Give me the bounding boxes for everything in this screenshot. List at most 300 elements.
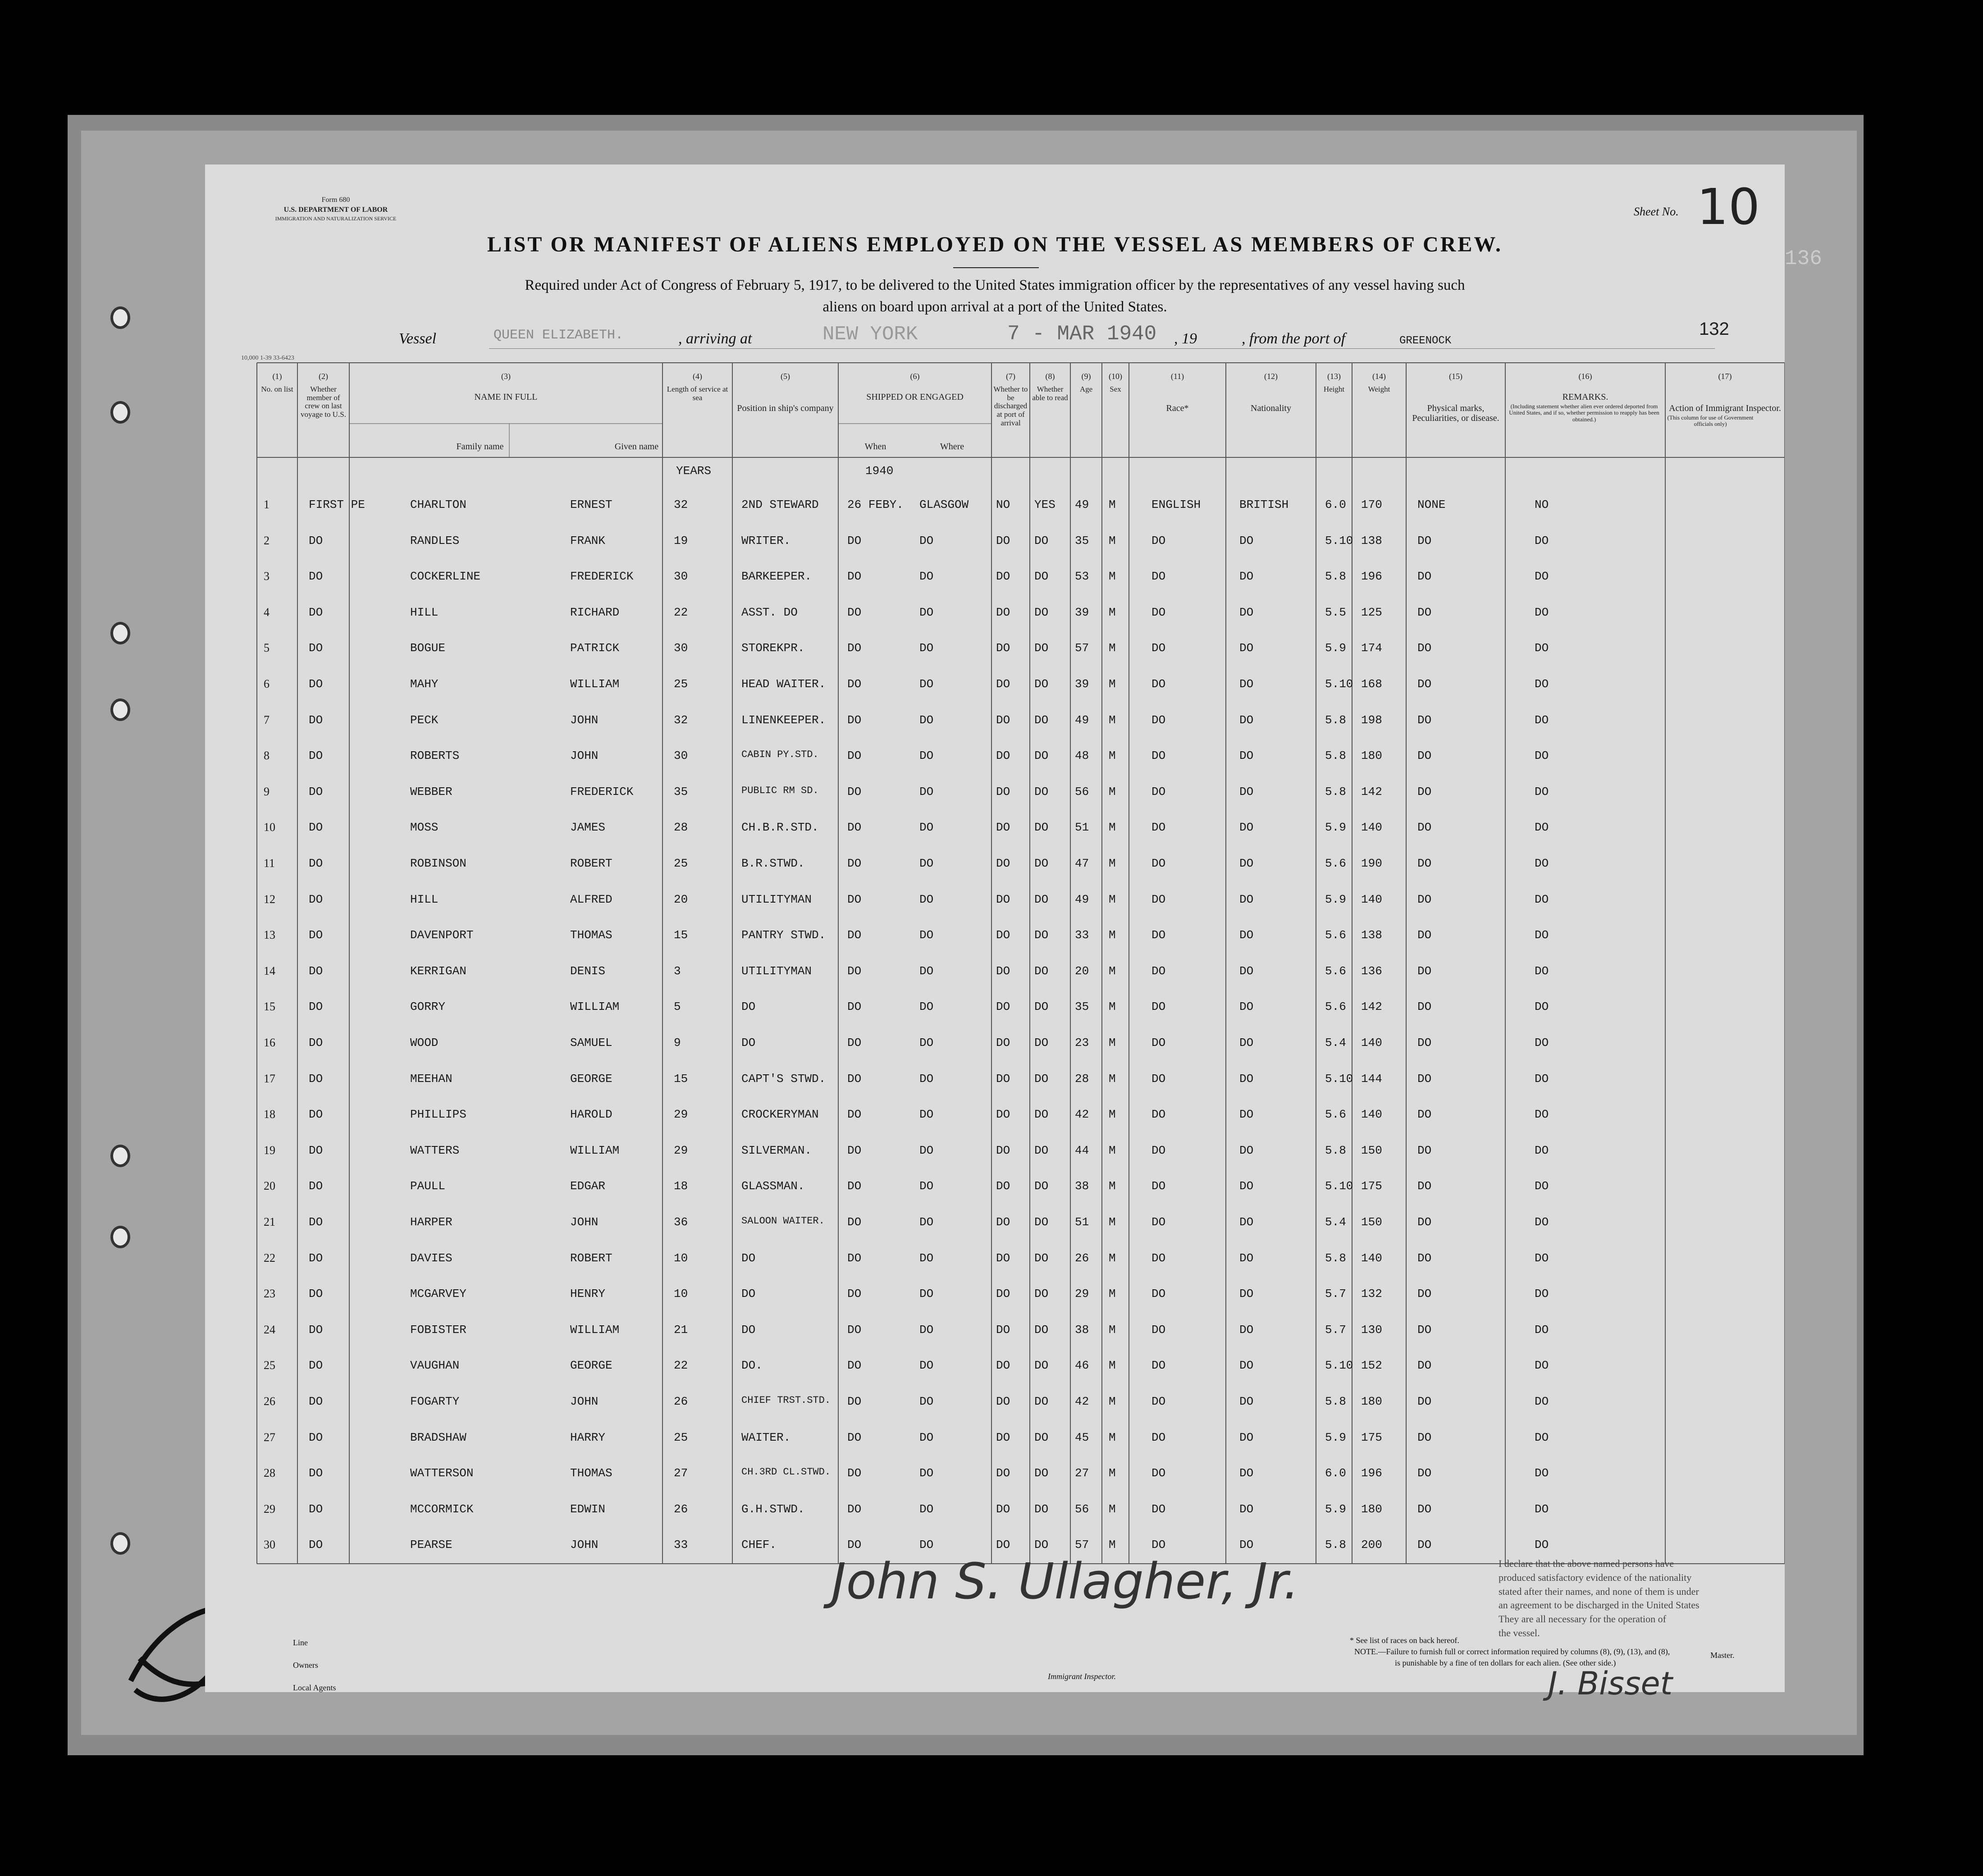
cell-family: MCGARVEY	[410, 1287, 466, 1301]
cell-service: 25	[674, 677, 688, 691]
cell-marks: DO	[1417, 713, 1432, 727]
cell-no: 6	[264, 677, 270, 690]
cell-nat: DO	[1239, 964, 1254, 978]
table-row	[205, 776, 1785, 803]
cell-no: 15	[264, 1000, 275, 1013]
cell-no: 9	[264, 785, 270, 798]
cell-family: FOBISTER	[410, 1323, 466, 1337]
cell-height: 5.10	[1325, 677, 1353, 691]
cell-prev: DO	[309, 892, 323, 906]
cell-no: 13	[264, 928, 275, 942]
cell-where: DO	[919, 1466, 934, 1480]
cell-no: 26	[264, 1395, 275, 1408]
table-row	[205, 848, 1785, 875]
column-number: (14)	[1372, 372, 1386, 381]
cell-where: DO	[919, 1108, 934, 1122]
cell-disch: DO	[996, 749, 1010, 763]
cell-height: 5.10	[1325, 1359, 1353, 1373]
cell-position: CAPT'S STWD.	[741, 1072, 826, 1086]
cell-family: BOGUE	[410, 641, 446, 655]
column-header: Physical marks, Peculiarities, or disease.	[1412, 403, 1499, 423]
cell-where: DO	[919, 713, 934, 727]
cell-race: DO	[1151, 534, 1166, 548]
column-number: (5)	[781, 372, 790, 381]
cell-weight: 150	[1361, 1143, 1382, 1157]
cell-service: 26	[674, 1502, 688, 1516]
cell-prev: DO	[309, 534, 323, 548]
cell-family: HILL	[410, 605, 439, 619]
cell-height: 5.8	[1325, 785, 1346, 799]
cell-remarks: DO	[1535, 1502, 1549, 1516]
cell-family: WOOD	[410, 1036, 439, 1050]
cell-read: DO	[1034, 821, 1049, 835]
cell-no: 14	[264, 964, 275, 977]
cell-remarks: NO	[1535, 498, 1549, 511]
cell-position: DO.	[741, 1359, 763, 1373]
table-row	[205, 884, 1785, 911]
cert-line: an agreement to be discharged in the United States	[1499, 1599, 1700, 1611]
cell-family: MOSS	[410, 821, 439, 835]
cell-sex: M	[1109, 1502, 1116, 1516]
cell-position: UTILITYMAN	[741, 964, 812, 978]
cell-age: 53	[1075, 570, 1089, 584]
cell-service: 21	[674, 1323, 688, 1337]
cell-race: DO	[1151, 1072, 1166, 1086]
cell-nat: DO	[1239, 857, 1254, 870]
cell-no: 22	[264, 1251, 275, 1264]
cell-nat: DO	[1239, 1466, 1254, 1480]
cell-disch: DO	[996, 1072, 1010, 1086]
cell-disch: DO	[996, 1036, 1010, 1050]
cell-age: 48	[1075, 749, 1089, 763]
cell-family: HARPER	[410, 1215, 452, 1229]
cell-remarks: DO	[1535, 1287, 1549, 1301]
cell-service: 32	[674, 498, 688, 511]
cell-marks: DO	[1417, 1287, 1432, 1301]
cell-family: MAHY	[410, 677, 439, 691]
cell-where: DO	[919, 1359, 934, 1373]
sheet-label: Sheet No.	[1634, 205, 1679, 218]
cell-where: DO	[919, 1287, 934, 1301]
table-row	[205, 1350, 1785, 1377]
cell-height: 5.4	[1325, 1036, 1346, 1050]
cell-prev: DO	[309, 1143, 323, 1157]
cell-sex: M	[1109, 570, 1116, 584]
cell-given: FRANK	[570, 534, 606, 548]
cell-no: 11	[264, 857, 275, 870]
cell-weight: 180	[1361, 1502, 1382, 1516]
column-header: Whether member of crew on last voyage to U.S.	[300, 385, 347, 419]
cell-prev: DO	[309, 1430, 323, 1444]
cell-read: DO	[1034, 1359, 1049, 1373]
cell-position: UTILITYMAN	[741, 892, 812, 906]
cell-sex: M	[1109, 1215, 1116, 1229]
cell-age: 44	[1075, 1143, 1089, 1157]
cell-race: DO	[1151, 1251, 1166, 1265]
cell-race: DO	[1151, 713, 1166, 727]
cell-weight: 180	[1361, 749, 1382, 763]
cell-prev: DO	[309, 570, 323, 584]
cell-family: DAVIES	[410, 1251, 452, 1265]
cell-remarks: DO	[1535, 857, 1549, 870]
cell-read: YES	[1034, 498, 1055, 511]
cell-disch: DO	[996, 641, 1010, 655]
cell-disch: DO	[996, 677, 1010, 691]
cell-when: DO	[847, 1179, 862, 1193]
subtitle-line-2: aliens on board upon arrival at a port of the United States.	[822, 299, 1167, 315]
cell-position: PANTRY STWD.	[741, 928, 826, 942]
table-row	[205, 991, 1785, 1018]
cell-when: 26 FEBY.	[847, 498, 904, 511]
cell-race: DO	[1151, 928, 1166, 942]
binder-hole	[110, 698, 130, 721]
cell-when: DO	[847, 1466, 862, 1480]
cell-nat: DO	[1239, 1359, 1254, 1373]
cell-no: 23	[264, 1287, 275, 1301]
column-number: (17)	[1718, 372, 1732, 381]
cert-line: stated after their names, and none of them is under	[1499, 1585, 1699, 1597]
cell-sex: M	[1109, 928, 1116, 942]
cell-weight: 196	[1361, 570, 1382, 584]
cell-when: DO	[847, 964, 862, 978]
given-name-header: Given name	[614, 442, 659, 452]
cell-remarks: DO	[1535, 785, 1549, 799]
cell-age: 51	[1075, 821, 1089, 835]
cell-sex: M	[1109, 498, 1116, 511]
cell-sex: M	[1109, 892, 1116, 906]
cell-sex: M	[1109, 1359, 1116, 1373]
cell-weight: 138	[1361, 928, 1382, 942]
cell-family: WEBBER	[410, 785, 452, 799]
page-title: LIST OR MANIFEST OF ALIENS EMPLOYED ON THE VESSEL AS MEMBERS OF CREW.	[487, 233, 1503, 256]
cell-race: DO	[1151, 1466, 1166, 1480]
column-number: (7)	[1006, 372, 1015, 381]
cell-prev: DO	[309, 641, 323, 655]
cell-when: DO	[847, 1143, 862, 1157]
cell-where: DO	[919, 1502, 934, 1516]
year-1940: 1940	[865, 464, 894, 478]
cell-family: VAUGHAN	[410, 1359, 460, 1373]
cell-marks: DO	[1417, 1143, 1432, 1157]
cell-marks: DO	[1417, 1000, 1432, 1014]
cell-marks: DO	[1417, 1538, 1432, 1552]
cell-marks: DO	[1417, 928, 1432, 942]
cell-marks: DO	[1417, 1359, 1432, 1373]
cell-given: JOHN	[570, 713, 599, 727]
cell-age: 29	[1075, 1287, 1089, 1301]
cell-where: DO	[919, 785, 934, 799]
cell-age: 56	[1075, 785, 1089, 799]
cert-line: They are all necessary for the operation of	[1499, 1613, 1666, 1625]
cell-when: DO	[847, 1251, 862, 1265]
cell-no: 18	[264, 1108, 275, 1121]
cell-nat: DO	[1239, 1072, 1254, 1086]
cell-sex: M	[1109, 1179, 1116, 1193]
cell-sex: M	[1109, 1466, 1116, 1480]
binder-hole	[110, 306, 130, 329]
cell-where: DO	[919, 1323, 934, 1337]
cell-where: DO	[919, 892, 934, 906]
cell-position: STOREKPR.	[741, 641, 805, 655]
table-row	[205, 812, 1785, 839]
cell-height: 5.8	[1325, 713, 1346, 727]
cell-sex: M	[1109, 749, 1116, 763]
cell-position: SILVERMAN.	[741, 1143, 812, 1157]
cell-no: 30	[264, 1538, 275, 1552]
cell-prev: DO	[309, 713, 323, 727]
binder-hole	[110, 1226, 130, 1248]
cell-nat: DO	[1239, 1215, 1254, 1229]
cell-disch: DO	[996, 821, 1010, 835]
note-line-1: NOTE.—Failure to furnish full or correct information required by columns (8), (9), (13), and (8),	[1354, 1647, 1670, 1656]
cell-given: ROBERT	[570, 1251, 612, 1265]
cell-read: DO	[1034, 892, 1049, 906]
cert-line: I declare that the above named persons have	[1499, 1558, 1674, 1569]
cell-no: 20	[264, 1179, 275, 1193]
cell-weight: 200	[1361, 1538, 1382, 1552]
cell-height: 5.6	[1325, 1000, 1346, 1014]
cell-height: 5.7	[1325, 1323, 1346, 1337]
cell-nat: DO	[1239, 928, 1254, 942]
cell-where: DO	[919, 964, 934, 978]
cell-family: MCCORMICK	[410, 1502, 474, 1516]
cell-where: DO	[919, 1251, 934, 1265]
cell-service: 32	[674, 713, 688, 727]
cell-given: WILLIAM	[570, 677, 620, 691]
cell-height: 5.9	[1325, 821, 1346, 835]
cell-height: 5.9	[1325, 892, 1346, 906]
cell-remarks: DO	[1535, 1430, 1549, 1444]
cell-age: 38	[1075, 1179, 1089, 1193]
column-header: Length of service at sea	[667, 385, 728, 402]
cell-position: DO	[741, 1036, 756, 1050]
cell-sex: M	[1109, 641, 1116, 655]
column-header: Nationality	[1251, 403, 1291, 413]
cell-no: 24	[264, 1323, 275, 1336]
cell-height: 5.8	[1325, 749, 1346, 763]
binder-hole	[110, 401, 130, 424]
cell-when: DO	[847, 892, 862, 906]
footer-owners: Owners	[293, 1661, 318, 1670]
cell-marks: DO	[1417, 821, 1432, 835]
table-row	[205, 489, 1785, 516]
cell-family: DAVENPORT	[410, 928, 474, 942]
table-row	[205, 1457, 1785, 1484]
table-row	[205, 561, 1785, 588]
cell-nat: DO	[1239, 1323, 1254, 1337]
cell-service: 35	[674, 785, 688, 799]
cell-position: PUBLIC RM SD.	[741, 785, 819, 796]
cell-nat: DO	[1239, 1430, 1254, 1444]
cell-given: ERNEST	[570, 498, 612, 511]
table-row	[205, 1314, 1785, 1341]
cell-when: DO	[847, 1072, 862, 1086]
cell-where: GLASGOW	[919, 498, 969, 511]
cell-read: DO	[1034, 534, 1049, 548]
footer-line: Line	[293, 1638, 308, 1647]
cell-given: ROBERT	[570, 857, 612, 870]
cell-where: DO	[919, 1430, 934, 1444]
cell-race: DO	[1151, 892, 1166, 906]
cell-when: DO	[847, 749, 862, 763]
cell-when: DO	[847, 857, 862, 870]
races-note: * See list of races on back hereof.	[1350, 1636, 1459, 1645]
inspector-signature: John S. Ullagher, Jr.	[832, 1552, 1299, 1610]
cell-sex: M	[1109, 1395, 1116, 1408]
cell-age: 45	[1075, 1430, 1089, 1444]
cert-line: the vessel.	[1499, 1627, 1540, 1639]
cell-weight: 142	[1361, 785, 1382, 799]
cell-service: 22	[674, 1359, 688, 1373]
cell-marks: DO	[1417, 1430, 1432, 1444]
cell-service: 22	[674, 605, 688, 619]
cell-remarks: DO	[1535, 677, 1549, 691]
cell-read: DO	[1034, 1179, 1049, 1193]
cell-disch: DO	[996, 1395, 1010, 1408]
table-row	[205, 597, 1785, 624]
cell-where: DO	[919, 1036, 934, 1050]
cell-read: DO	[1034, 677, 1049, 691]
cell-read: DO	[1034, 1036, 1049, 1050]
cell-nat: DO	[1239, 1287, 1254, 1301]
cell-disch: DO	[996, 1359, 1010, 1373]
cell-service: 30	[674, 641, 688, 655]
cell-height: 5.8	[1325, 1143, 1346, 1157]
cell-disch: DO	[996, 928, 1010, 942]
cell-remarks: DO	[1535, 928, 1549, 942]
cell-service: 36	[674, 1215, 688, 1229]
cell-race: DO	[1151, 1395, 1166, 1408]
table-row	[205, 1063, 1785, 1090]
cell-prev: DO	[309, 1000, 323, 1014]
cell-remarks: DO	[1535, 570, 1549, 584]
table-row	[205, 1099, 1785, 1126]
cell-race: DO	[1151, 964, 1166, 978]
cell-weight: 150	[1361, 1215, 1382, 1229]
cell-marks: DO	[1417, 892, 1432, 906]
cell-service: 33	[674, 1538, 688, 1552]
cell-position: SALOON WAITER.	[741, 1215, 825, 1227]
cell-read: DO	[1034, 749, 1049, 763]
cell-weight: 144	[1361, 1072, 1382, 1086]
cell-height: 5.8	[1325, 1251, 1346, 1265]
column-header: Weight	[1368, 385, 1390, 393]
cell-prev: DO	[309, 928, 323, 942]
cell-age: 49	[1075, 498, 1089, 511]
cell-position: 2ND STEWARD	[741, 498, 819, 511]
cell-no: 19	[264, 1143, 275, 1157]
column-header: REMARKS.	[1562, 392, 1608, 402]
column-header: Race*	[1166, 403, 1189, 413]
cell-given: HARRY	[570, 1430, 606, 1444]
cell-disch: DO	[996, 892, 1010, 906]
cell-no: 4	[264, 605, 270, 619]
cell-weight: 140	[1361, 1108, 1382, 1122]
where-header: Where	[940, 442, 964, 452]
cell-service: 20	[674, 892, 688, 906]
from-port-label: , from the port of	[1242, 330, 1346, 347]
cell-sex: M	[1109, 1108, 1116, 1122]
sheet-number: 10	[1697, 178, 1760, 236]
cell-disch: DO	[996, 1251, 1010, 1265]
cell-height: 6.0	[1325, 1466, 1346, 1480]
cell-position: CABIN PY.STD.	[741, 749, 819, 761]
cell-no: 12	[264, 892, 275, 906]
cell-given: GEORGE	[570, 1359, 612, 1373]
cell-no: 17	[264, 1072, 275, 1085]
cell-no: 29	[264, 1502, 275, 1515]
cell-remarks: DO	[1535, 1000, 1549, 1014]
cell-age: 26	[1075, 1251, 1089, 1265]
cell-where: DO	[919, 928, 934, 942]
cell-race: DO	[1151, 857, 1166, 870]
cell-remarks: DO	[1535, 1359, 1549, 1373]
cell-prev: DO	[309, 1323, 323, 1337]
cell-remarks: DO	[1535, 641, 1549, 655]
table-row	[205, 919, 1785, 946]
cell-family: KERRIGAN	[410, 964, 466, 978]
cell-no: 28	[264, 1466, 275, 1480]
cell-given: HAROLD	[570, 1108, 612, 1122]
cell-nat: DO	[1239, 677, 1254, 691]
cell-read: DO	[1034, 570, 1049, 584]
cell-marks: DO	[1417, 605, 1432, 619]
cell-where: DO	[919, 641, 934, 655]
cell-disch: DO	[996, 713, 1010, 727]
cell-no: 3	[264, 570, 270, 583]
cell-disch: DO	[996, 1108, 1010, 1122]
cell-prev: DO	[309, 677, 323, 691]
cell-given: JOHN	[570, 749, 599, 763]
cell-where: DO	[919, 1395, 934, 1408]
cell-family: PAULL	[410, 1179, 446, 1193]
cell-position: WAITER.	[741, 1430, 791, 1444]
cell-service: 9	[674, 1036, 681, 1050]
table-row	[205, 955, 1785, 982]
cell-position: WRITER.	[741, 534, 791, 548]
table-row	[205, 1027, 1785, 1054]
cell-family: WATTERSON	[410, 1466, 474, 1480]
cell-sex: M	[1109, 605, 1116, 619]
cell-given: RICHARD	[570, 605, 620, 619]
column-number: (10)	[1109, 372, 1122, 381]
cell-race: DO	[1151, 677, 1166, 691]
cell-when: DO	[847, 821, 862, 835]
cell-given: DENIS	[570, 964, 606, 978]
cell-height: 5.10	[1325, 1179, 1353, 1193]
cell-marks: DO	[1417, 1108, 1432, 1122]
remarks-note: (Including statement whether alien ever ordered deported from United States, and if so, whether permission to reapply has been obtained.)	[1509, 403, 1659, 423]
cell-marks: NONE	[1417, 498, 1446, 511]
cell-read: DO	[1034, 641, 1049, 655]
cell-when: DO	[847, 605, 862, 619]
cell-height: 5.5	[1325, 605, 1346, 619]
cell-remarks: DO	[1535, 964, 1549, 978]
cell-where: DO	[919, 605, 934, 619]
cell-read: DO	[1034, 785, 1049, 799]
cell-remarks: DO	[1535, 1179, 1549, 1193]
cell-remarks: DO	[1535, 534, 1549, 548]
cell-no: 25	[264, 1359, 275, 1372]
cell-remarks: DO	[1535, 1036, 1549, 1050]
column-header: Age	[1079, 385, 1093, 393]
cell-disch: NO	[996, 498, 1010, 511]
cell-race: DO	[1151, 605, 1166, 619]
cell-family: PEARSE	[410, 1538, 452, 1552]
cell-prev: DO	[309, 785, 323, 799]
cell-service: 30	[674, 749, 688, 763]
cell-height: 5.10	[1325, 534, 1353, 548]
